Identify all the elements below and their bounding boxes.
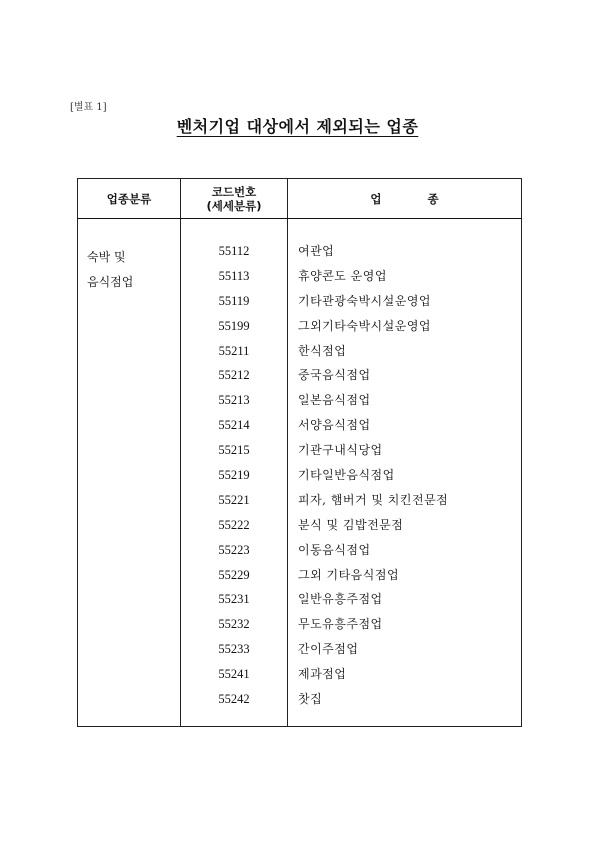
industry-code: 55232 — [218, 617, 250, 632]
industry-code: 55199 — [218, 318, 250, 333]
industry-code: 55113 — [218, 268, 250, 283]
category-cell — [78, 219, 181, 727]
industry-name: 무도유흥주점업 — [298, 617, 383, 632]
industry-code: 55233 — [218, 642, 250, 657]
industry-code: 55215 — [218, 443, 250, 458]
header-code-line2: (세세분류) — [206, 198, 262, 213]
industry-name: 제과점업 — [298, 667, 347, 682]
industry-name: 피자, 햄버거 및 치킨전문점 — [298, 492, 449, 507]
industry-code: 55219 — [218, 468, 250, 483]
table-header-row — [78, 179, 522, 219]
excluded-industries-table — [77, 178, 522, 727]
industry-name: 그외 기타음식점업 — [298, 567, 400, 582]
header-code-line1: 코드번호 — [211, 184, 257, 199]
industry-code: 55221 — [218, 492, 250, 507]
industry-name: 간이주점업 — [298, 642, 359, 657]
industry-code: 55222 — [218, 517, 250, 532]
header-industry-part2: 종 — [427, 191, 439, 206]
category-line1: 숙박 및 — [87, 250, 126, 264]
industry-code: 55231 — [218, 592, 250, 607]
industry-name: 기관구내식당업 — [298, 443, 383, 458]
category-line2: 음식점업 — [87, 275, 134, 289]
industry-code: 55223 — [218, 542, 250, 557]
annex-label: [별표 1] — [70, 102, 107, 113]
table-body-row — [78, 219, 522, 727]
industry-code: 55241 — [218, 667, 250, 682]
document-title — [0, 114, 595, 137]
industry-name: 여관업 — [298, 244, 335, 258]
industry-name: 분식 및 김밥전문점 — [298, 517, 404, 532]
industry-name: 서양음식점업 — [298, 418, 371, 433]
industry-name: 찻집 — [298, 692, 323, 707]
code-cell — [181, 219, 288, 727]
industry-code: 55229 — [218, 567, 250, 582]
industry-name: 일본음식점업 — [298, 393, 371, 408]
industry-name: 기타일반음식점업 — [298, 468, 395, 483]
industry-code: 55212 — [218, 368, 250, 383]
header-code — [181, 179, 288, 219]
header-industry — [288, 179, 522, 219]
industry-code: 55211 — [218, 343, 250, 358]
industry-name: 그외기타숙박시설운영업 — [298, 318, 432, 333]
industry-code: 55242 — [218, 692, 250, 707]
industry-code: 55112 — [218, 244, 250, 258]
industry-name: 이동음식점업 — [298, 542, 371, 557]
header-industry-part1: 업 — [370, 191, 382, 206]
industry-name: 휴양콘도 운영업 — [298, 268, 387, 283]
industry-code: 55119 — [218, 293, 250, 308]
industry-code: 55214 — [218, 418, 250, 433]
industry-name: 한식점업 — [298, 343, 347, 358]
industry-name: 중국음식점업 — [298, 368, 371, 383]
industry-name: 일반유흥주점업 — [298, 592, 383, 607]
header-category: 업종분류 — [78, 179, 181, 219]
document-title-text: 벤처기업 대상에서 제외되는 업종 — [176, 117, 419, 136]
industry-cell — [288, 219, 522, 727]
industry-code: 55213 — [218, 393, 250, 408]
industry-name: 기타관광숙박시설운영업 — [298, 293, 432, 308]
